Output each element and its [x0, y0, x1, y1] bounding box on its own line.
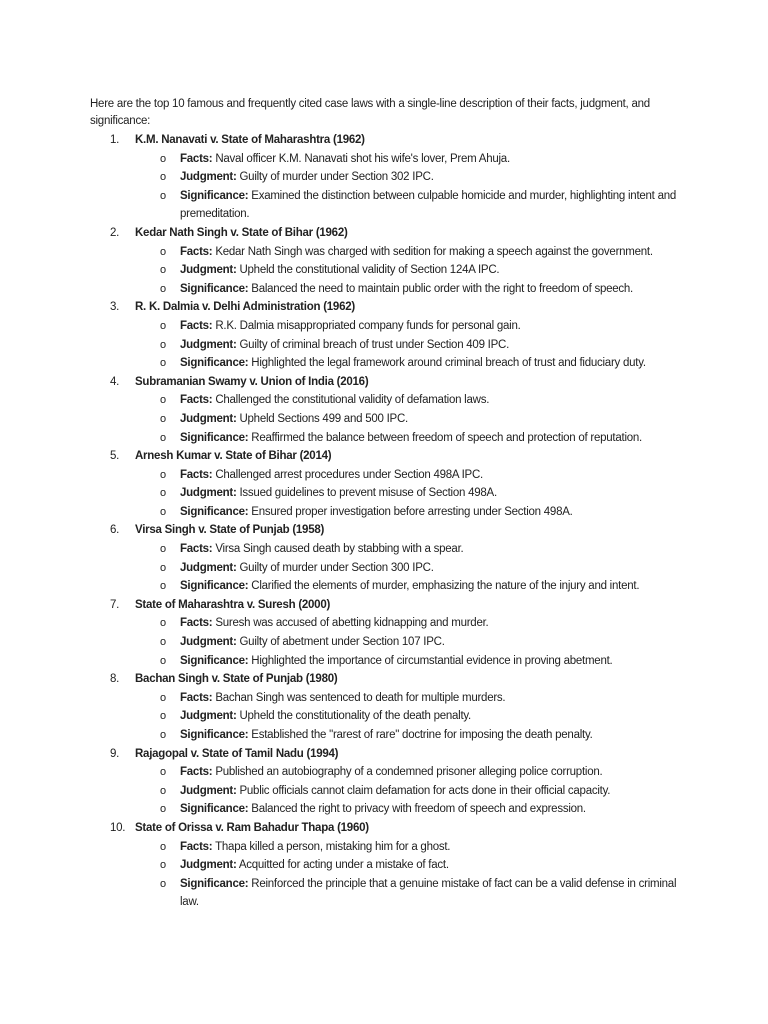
point-text: Upheld the constitutionality of the death penalty. — [239, 710, 471, 723]
case-number: 3. — [110, 301, 120, 314]
hollow-bullet-icon: o — [160, 171, 166, 184]
hollow-bullet-icon: o — [160, 803, 166, 816]
case-point — [135, 168, 690, 187]
hollow-bullet-icon: o — [160, 840, 166, 853]
case-point — [135, 633, 690, 652]
case-points — [135, 540, 690, 596]
case-point — [135, 800, 690, 819]
case-number: 6. — [110, 524, 120, 537]
case-point — [135, 540, 690, 559]
case-point — [135, 838, 690, 857]
hollow-bullet-icon: o — [160, 189, 166, 202]
point-label: Significance: — [180, 580, 249, 593]
case-point — [135, 243, 690, 262]
case-point — [135, 689, 690, 708]
point-label: Judgment: — [180, 710, 237, 723]
hollow-bullet-icon: o — [160, 859, 166, 872]
point-label: Significance: — [180, 431, 249, 444]
case-point — [135, 559, 690, 578]
point-text: Suresh was accused of abetting kidnapping and murder. — [215, 617, 489, 630]
case-points — [135, 614, 690, 670]
point-text: Guilty of murder under Section 302 IPC. — [239, 171, 434, 184]
case-title: Bachan Singh v. State of Punjab (1980) — [135, 673, 338, 686]
point-text: Balanced the need to maintain public order with the right to freedom of speech. — [251, 282, 633, 295]
case-title: K.M. Nanavati v. State of Maharashtra (1962) — [135, 134, 365, 146]
point-label: Judgment: — [180, 264, 237, 277]
case-title: Rajagopal v. State of Tamil Nadu (1994) — [135, 747, 339, 760]
hollow-bullet-icon: o — [160, 580, 166, 593]
case-point — [135, 391, 690, 410]
case-point — [135, 429, 690, 448]
point-text: Bachan Singh was sentenced to death for multiple murders. — [215, 691, 506, 704]
hollow-bullet-icon: o — [160, 710, 166, 723]
case-title: State of Orissa v. Ram Bahadur Thapa (1960) — [135, 821, 369, 834]
hollow-bullet-icon: o — [160, 264, 166, 277]
hollow-bullet-icon: o — [160, 319, 166, 332]
point-text: Naval officer K.M. Nanavati shot his wife's lover, Prem Ahuja. — [215, 152, 510, 165]
hollow-bullet-icon: o — [160, 245, 166, 258]
point-label: Judgment: — [180, 636, 237, 649]
case-title: Subramanian Swamy v. Union of India (2016) — [135, 375, 369, 388]
point-text: Upheld the constitutional validity of Section 124A IPC. — [239, 264, 500, 277]
case-point — [135, 484, 690, 503]
case-point — [135, 726, 690, 745]
point-label: Facts: — [180, 245, 213, 258]
point-label: Significance: — [180, 505, 249, 518]
point-label: Significance: — [180, 803, 249, 816]
hollow-bullet-icon: o — [160, 543, 166, 556]
point-label: Judgment: — [180, 487, 237, 500]
case-number: 4. — [110, 375, 120, 388]
case-point — [135, 763, 690, 782]
case-number: 9. — [110, 747, 120, 760]
hollow-bullet-icon: o — [160, 784, 166, 797]
point-text: Guilty of murder under Section 300 IPC. — [239, 561, 434, 574]
point-label: Significance: — [180, 189, 249, 202]
case-point — [135, 410, 690, 429]
case-item — [90, 670, 690, 744]
case-point — [135, 782, 690, 801]
case-points — [135, 689, 690, 745]
point-text: Challenged arrest procedures under Section 498A IPC. — [215, 468, 483, 481]
point-text: Ensured proper investigation before arresting under Section 498A. — [251, 505, 573, 518]
case-number: 1. — [110, 134, 120, 146]
point-label: Significance: — [180, 877, 249, 890]
case-title: Arnesh Kumar v. State of Bihar (2014) — [135, 450, 332, 463]
case-number: 2. — [110, 226, 120, 239]
hollow-bullet-icon: o — [160, 282, 166, 295]
hollow-bullet-icon: o — [160, 505, 166, 518]
hollow-bullet-icon: o — [160, 729, 166, 741]
case-point — [135, 187, 690, 224]
point-text: Examined the distinction between culpable homicide and murder, highlighting intent and premeditation. — [180, 189, 677, 221]
point-text: Guilty of criminal breach of trust under Section 409 IPC. — [239, 338, 510, 351]
case-title: Kedar Nath Singh v. State of Bihar (1962) — [135, 226, 348, 239]
point-label: Facts: — [180, 543, 213, 556]
point-text: Clarified the elements of murder, emphasizing the nature of the injury and intent. — [251, 580, 640, 593]
point-label: Facts: — [180, 691, 213, 704]
point-label: Judgment: — [180, 338, 237, 351]
point-label: Judgment: — [180, 412, 237, 425]
case-points — [135, 466, 690, 522]
point-text: Guilty of abetment under Section 107 IPC. — [239, 636, 445, 649]
case-point — [135, 577, 690, 596]
point-label: Facts: — [180, 766, 213, 779]
hollow-bullet-icon: o — [160, 487, 166, 500]
point-label: Significance: — [180, 654, 249, 667]
hollow-bullet-icon: o — [160, 877, 166, 890]
hollow-bullet-icon: o — [160, 431, 166, 444]
case-number: 7. — [110, 598, 120, 611]
point-label: Facts: — [180, 319, 213, 332]
case-points — [135, 317, 690, 373]
hollow-bullet-icon: o — [160, 152, 166, 165]
case-item — [90, 373, 690, 447]
point-text: Virsa Singh caused death by stabbing with a spear. — [215, 543, 464, 556]
point-label: Judgment: — [180, 859, 237, 872]
intro-paragraph: Here are the top 10 famous and frequently cited case laws with a single-line description of their facts, judgment, and significance: — [90, 98, 650, 127]
point-label: Judgment: — [180, 171, 237, 184]
case-list — [90, 131, 690, 912]
case-point — [135, 652, 690, 671]
point-text: Upheld Sections 499 and 500 IPC. — [239, 412, 408, 425]
case-points — [135, 838, 690, 912]
hollow-bullet-icon: o — [160, 338, 166, 351]
point-text: Acquitted for acting under a mistake of fact. — [238, 859, 449, 872]
point-label: Significance: — [180, 282, 249, 295]
point-text: Reaffirmed the balance between freedom of speech and protection of reputation. — [251, 431, 643, 444]
case-point — [135, 707, 690, 726]
case-point — [135, 503, 690, 522]
case-title: R. K. Dalmia v. Delhi Administration (1962) — [135, 301, 355, 314]
point-text: Public officials cannot claim defamation for acts done in their official capacity. — [239, 784, 611, 797]
hollow-bullet-icon: o — [160, 691, 166, 704]
case-points — [135, 150, 690, 224]
case-point — [135, 614, 690, 633]
point-text: Highlighted the importance of circumstantial evidence in proving abetment. — [251, 654, 613, 667]
hollow-bullet-icon: o — [160, 394, 166, 407]
point-text: Kedar Nath Singh was charged with sedition for making a speech against the government. — [215, 245, 653, 258]
hollow-bullet-icon: o — [160, 617, 166, 630]
case-point — [135, 875, 690, 912]
case-point — [135, 856, 690, 875]
point-text: R.K. Dalmia misappropriated company funds for personal gain. — [215, 319, 521, 332]
point-text: Published an autobiography of a condemned prisoner alleging police corruption. — [215, 766, 603, 779]
point-label: Facts: — [180, 468, 213, 481]
case-item — [90, 224, 690, 298]
point-label: Judgment: — [180, 784, 237, 797]
hollow-bullet-icon: o — [160, 468, 166, 481]
case-title: State of Maharashtra v. Suresh (2000) — [135, 598, 331, 611]
case-point — [135, 280, 690, 299]
case-item — [90, 596, 690, 670]
case-points — [135, 391, 690, 447]
case-item — [90, 745, 690, 819]
point-label: Facts: — [180, 840, 213, 853]
case-points — [135, 243, 690, 299]
hollow-bullet-icon: o — [160, 636, 166, 649]
case-item — [90, 447, 690, 521]
point-text: Reinforced the principle that a genuine mistake of fact can be a valid defense in criminal law. — [180, 877, 677, 909]
point-text: Thapa killed a person, mistaking him for a ghost. — [215, 840, 451, 853]
point-text: Challenged the constitutional validity of defamation laws. — [215, 394, 490, 407]
case-number: 5. — [110, 450, 120, 463]
case-number: 10. — [110, 821, 126, 834]
hollow-bullet-icon: o — [160, 561, 166, 574]
case-item — [90, 298, 690, 372]
case-number: 8. — [110, 673, 120, 686]
case-points — [135, 763, 690, 819]
hollow-bullet-icon: o — [160, 766, 166, 779]
case-point — [135, 150, 690, 169]
case-item — [90, 131, 690, 224]
point-text: Issued guidelines to prevent misuse of Section 498A. — [239, 487, 497, 500]
case-item — [90, 521, 690, 595]
point-label: Judgment: — [180, 561, 237, 574]
point-label: Significance: — [180, 357, 249, 370]
point-label: Facts: — [180, 394, 213, 407]
hollow-bullet-icon: o — [160, 357, 166, 370]
case-title: Virsa Singh v. State of Punjab (1958) — [135, 524, 325, 537]
case-point — [135, 317, 690, 336]
point-label: Facts: — [180, 152, 213, 165]
case-item — [90, 819, 690, 912]
hollow-bullet-icon: o — [160, 654, 166, 667]
hollow-bullet-icon: o — [160, 412, 166, 425]
point-text: Established the "rarest of rare" doctrine for imposing the death penalty. — [251, 729, 593, 741]
case-point — [135, 261, 690, 280]
case-point — [135, 354, 690, 373]
point-text: Highlighted the legal framework around criminal breach of trust and fiduciary duty. — [251, 357, 646, 370]
point-label: Facts: — [180, 617, 213, 630]
point-label: Significance: — [180, 729, 249, 741]
point-text: Balanced the right to privacy with freedom of speech and expression. — [251, 803, 586, 816]
case-point — [135, 466, 690, 485]
case-point — [135, 336, 690, 355]
